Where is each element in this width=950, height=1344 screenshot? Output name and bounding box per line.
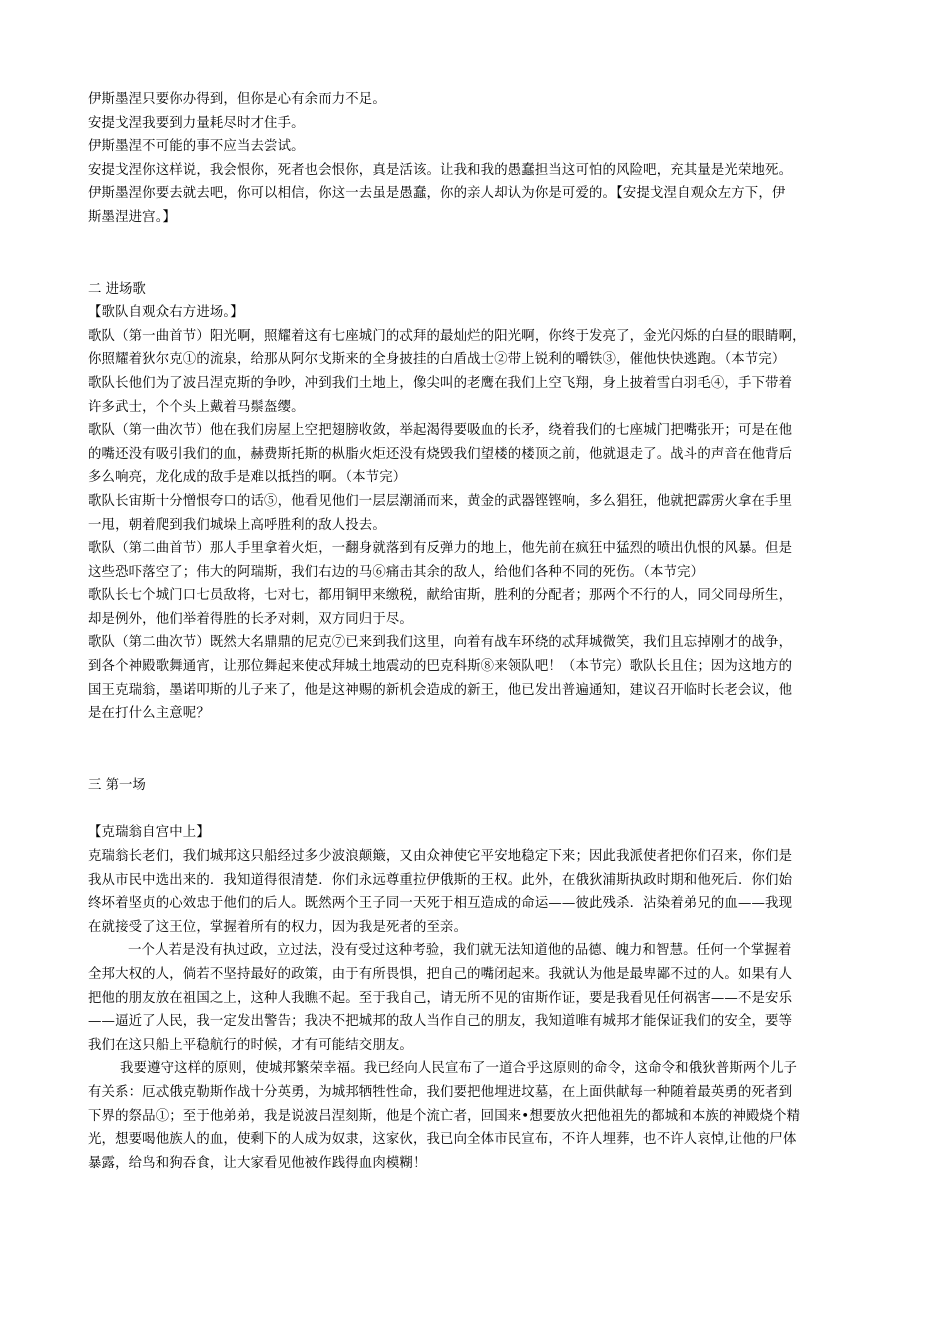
text-line: 终坏着坚贞的心效忠于他们的后人。既然两个王子同一天死于相互造成的命运——彼此残杀．沾染着弟兄的血——我现 <box>88 896 793 912</box>
text-line: 却是例外，他们举着得胜的长矛对刺，双方同归于尽。 <box>88 611 413 627</box>
section-two <box>88 278 862 726</box>
section-gap <box>88 797 862 821</box>
text-line: 歌队长宙斯十分憎恨夸口的话⑤，他看见他们一层层潮涌而来，黄金的武器铿铿响，多么猖狂，他就把霹雳火拿在手里 <box>88 493 793 509</box>
text-line: 一个人若是没有执过政，立过法，没有受过这种考验，我们就无法知道他的品德、魄力和智慧。任何一个掌握着 <box>128 943 792 959</box>
text-line: 安提戈涅我要到力量耗尽时才住手。 <box>88 115 305 131</box>
text-line: 伊斯墨涅你要去就去吧，你可以相信，你这一去虽是愚蠢，你的亲人却认为你是可爱的。【安提戈涅自观众左方下，伊 <box>88 186 786 202</box>
text-line: 下界的祭品①；至于他弟弟，我是说波吕涅刻斯，他是个流亡者，回国来•想要放火把他祖先的都城和本族的神殿烧个精 <box>88 1108 801 1124</box>
section-gap <box>88 726 862 774</box>
text-line: 光，想要喝他族人的血，使剩下的人成为奴隶，这家伙，我已向全体市民宣布，不许人埋葬，也不许人哀悼,让他的尸体 <box>88 1132 797 1148</box>
text-line: 我们在这只船上平稳航行的时候，才有可能结交朋友。 <box>88 1037 413 1053</box>
text-line: 许多武士，个个头上戴着马鬃盔缨。 <box>88 399 305 415</box>
text-line: 斯墨涅进宫。】 <box>88 209 177 225</box>
text-line: 暴露，给鸟和狗吞食，让大家看见他被作践得血肉模糊！ <box>88 1155 427 1171</box>
text-line: 安提戈涅你这样说，我会恨你，死者也会恨你，真是活该。让我和我的愚蠢担当这可怕的风险吧，充其量是光荣地死。 <box>88 162 793 178</box>
text-line: 把他的朋友放在祖国之上，这种人我瞧不起。至于我自己，请无所不见的宙斯作证，要是我看见任何祸害——不是安乐 <box>88 990 793 1006</box>
text-line: 一甩，朝着爬到我们城垛上高呼胜利的敌人投去。 <box>88 517 386 533</box>
text-line: 歌队长七个城门口七员敌将，七对七，都用铜甲来缴税，献给宙斯，胜利的分配者；那两个不行的人，同父同母所生， <box>88 588 793 604</box>
text-line: 国王克瑞翁，墨诺叩斯的儿子来了，他是这神赐的新机会造成的新王，他已发出普遍通知，建议召开临时长老会议，他 <box>88 682 793 698</box>
text-line: ——逼近了人民，我一定发出警告；我决不把城邦的敌人当作自己的朋友，我知道唯有城邦才能保证我们的安全，要等 <box>88 1014 793 1030</box>
text-line: 克瑞翁长老们，我们城邦这只船经过多少波浪颠簸，又由众神使它平安地稳定下来；因此我派使者把你们召来，你们是 <box>88 849 793 865</box>
text-line: 我从市民中选出来的．我知道得很清楚．你们永远尊重拉伊俄斯的王权。此外，在俄狄浦斯执政时期和他死后．你们始 <box>88 872 793 888</box>
text-line: 多么响亮，龙化成的敌手是难以抵挡的啊。（本节完） <box>88 470 407 486</box>
text-line: 歌队长他们为了波吕涅克斯的争吵，冲到我们土地上，像尖叫的老鹰在我们上空飞翔，身上披着雪白羽毛④，手下带着 <box>88 375 793 391</box>
section-gap <box>88 230 862 278</box>
text-line: 这些恐吓落空了；伟大的阿瑞斯，我们右边的马⑥痛击其余的敌人，给他们各种不同的死伤。（本节完） <box>88 564 705 580</box>
text-line: 歌队（第一曲次节）他在我们房屋上空把翅膀收敛，举起渴得要吸血的长矛，绕着我们的七座城门把嘴张开；可是在他 <box>88 423 793 439</box>
text-line: 全邦大权的人，倘若不坚持最好的政策，由于有所畏惧，把自己的嘴闭起来。我就认为他是最卑鄙不过的人。如果有人 <box>88 967 793 982</box>
text-line: 到各个神殿歌舞通宵，让那位舞起来使忒拜城土地震动的巴克科斯⑧来领队吧！（本节完）歌队长且住；因为这地方的 <box>88 659 793 675</box>
section-heading: 二 进场歌 <box>88 281 146 297</box>
text-line: 是在打什么主意呢？ <box>88 706 210 722</box>
text-line: 歌队（第一曲首节）阳光啊，照耀着这有七座城门的忒拜的最灿烂的阳光啊，你终于发亮了，金光闪烁的白昼的眼睛啊， <box>88 328 806 344</box>
text-line: 伊斯墨涅不可能的事不应当去尝试。 <box>88 139 305 155</box>
section-intro <box>88 88 862 230</box>
text-line: 你照耀着狄尔克①的流泉，给那从阿尔戈斯来的全身披挂的白盾战士②带上锐利的嚼铁③，催他快快逃跑。（本节完） <box>88 352 786 368</box>
text-line: 的嘴还没有吸引我们的血，赫费斯托斯的枞脂火炬还没有烧毁我们望楼的楼顶之前，他就退走了。战斗的声音在他背后 <box>88 446 793 462</box>
text-line: 我要遵守这样的原则，使城邦繁荣幸福。我已经向人民宣布了一道合乎这原则的命令，这命令和俄狄普斯两个儿子 <box>120 1061 798 1077</box>
text-line: 在就接受了这王位，掌握着所有的权力，因为我是死者的至亲。 <box>88 919 468 935</box>
stage-direction: 【克瑞翁自宫中上】 <box>88 825 210 841</box>
section-heading: 三 第一场 <box>88 777 146 793</box>
text-line: 有关系：厄忒俄克勒斯作战十分英勇，为城邦牺牲性命，我们要把他埋进坟墓，在上面供献每一种随着最英勇的死者到 <box>88 1084 793 1100</box>
text-line: 伊斯墨涅只要你办得到，但你是心有余而力不足。 <box>88 92 386 107</box>
section-three <box>88 774 862 1176</box>
text-line: 歌队（第二曲次节）既然大名鼎鼎的尼克⑦已来到我们这里，向着有战车环绕的忒拜城微笑，我们且忘掉刚才的战争， <box>88 635 793 651</box>
text-line: 歌队（第二曲首节）那人手里拿着火炬，一翻身就落到有反弹力的地上，他先前在疯狂中猛烈的喷出仇恨的风暴。但是 <box>88 541 793 557</box>
stage-direction: 【歌队自观众右方进场。】 <box>88 305 244 321</box>
